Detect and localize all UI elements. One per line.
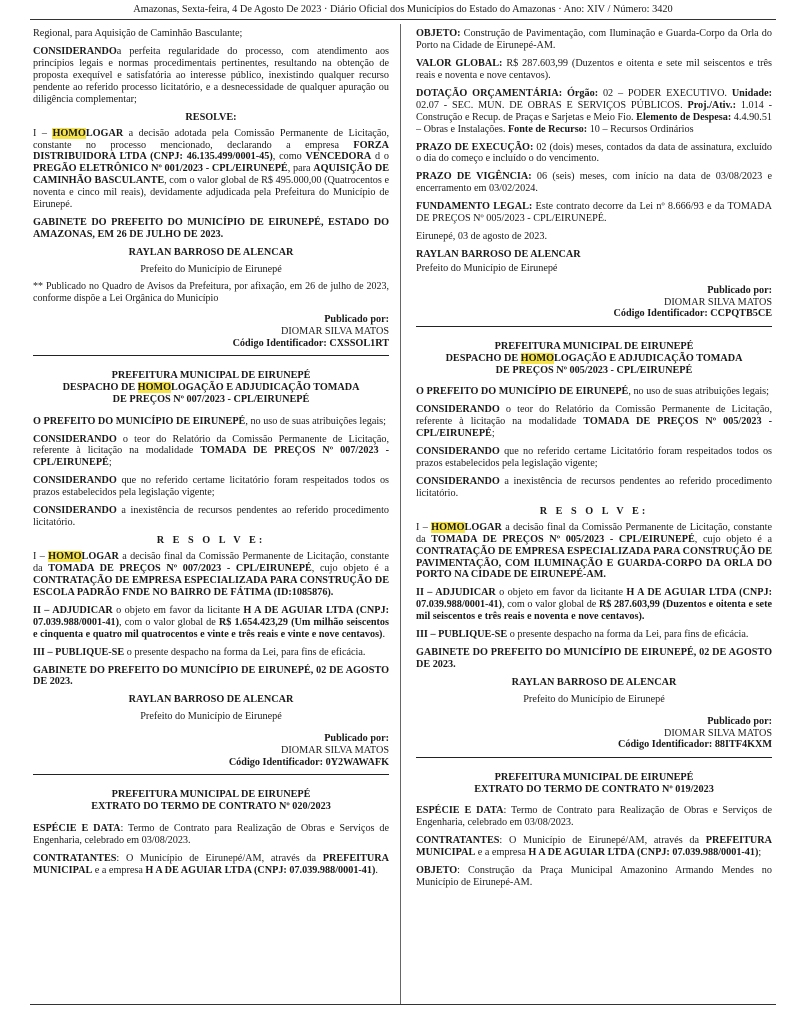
section-title-contrato-020: PREFEITURA MUNICIPAL DE EIRUNEPÉ EXTRATO DO TERMO DE CONTRATO Nº 020/2023	[91, 789, 331, 813]
section-title-tp007: PREFEITURA MUNICIPAL DE EIRUNEPÉ DESPACHO DE HOMOLOGAÇÃO E ADJUDICAÇÃO TOMADA DE PREÇOS Nº 007/2023 - CPL/EIRUNEPÉ	[62, 370, 360, 405]
intro-text: Regional, para Aquisição de Caminhão Basculante;	[33, 28, 243, 39]
page-header: Amazonas, Sexta-feira, 4 De Agosto De 2023 · Diário Oficial dos Municípios do Estado do Amazonas · Ano: XIV / Número: 3420	[30, 4, 776, 20]
prazo-execucao: PRAZO DE EXECUÇÃO: 02 (dois) meses, contados da data de assinatura, excluído o dia do começo e incluído o do vencimento.	[416, 141, 772, 165]
section-divider-r	[416, 326, 772, 327]
gabinete-line: GABINETE DO PREFEITO DO MUNICÍPIO DE EIRUNEPÉ, ESTADO DO AMAZONAS, EM 26 DE JULHO DE 2023.	[33, 217, 389, 241]
objeto-r: OBJETO: Construção da Praça Municipal Amazonino Armando Mendes no Município de Eirunepé-AM.	[416, 865, 772, 889]
prefeito-paragraph-r: O PREFEITO DO MUNICÍPIO DE EIRUNEPÉ, no uso de suas atribuições legais;	[416, 386, 769, 398]
column-divider	[400, 24, 401, 1004]
homologar-paragraph: I – HOMOLOGAR a decisão adotada pela Comissão Permanente de Licitação, constante no processo mencionado, declarando a empresa FORZA DISTRIBUIDORA LTDA (CNPJ: 46.135.499/0001-45), como VENCEDORA d o PREGÃO ELETRÔNICO Nº 001/2023 - CPL/EIRUNEPÉ, para AQUISIÇÃO DE CAMINHÃO BASCULANTE, com o valor global de R$ 495.000,00 (Quatrocentos e noventa e cinco mil reais), devidamente adjudicada pela Prefeitura do Município de Eirunepé.	[33, 127, 389, 211]
signer-role-r2: Prefeito do Município de Eirunepé	[523, 693, 665, 705]
section-title-contrato-019: PREFEITURA MUNICIPAL DE EIRUNEPÉ EXTRATO DO TERMO DE CONTRATO Nº 019/2023	[474, 772, 714, 795]
signer-role-r: Prefeito do Município de Eirunepé	[416, 263, 558, 274]
contratantes-r: CONTRATANTES: O Município de Eirunepé/AM, através da PREFEITURA MUNICIPAL e a empresa H A DE AGUIAR LTDA (CNPJ: 07.039.988/0001-41);	[416, 835, 772, 859]
signer-name-r: RAYLAN BARROSO DE ALENCAR	[416, 249, 581, 261]
gabinete-line-r: GABINETE DO PREFEITO DO MUNICÍPIO DE EIRUNEPÉ, 02 DE AGOSTO DE 2023.	[416, 647, 772, 671]
left-column	[33, 28, 389, 1000]
considerando-3-r: CONSIDERANDO a inexistência de recursos pendentes ao referido procedimento licitatório.	[416, 475, 772, 499]
section-divider	[33, 355, 389, 356]
considerando-1: CONSIDERANDO o teor do Relatório da Comissão Permanente de Licitação, referente à licitação na modalidade TOMADA DE PREÇOS Nº 007/2023 - CPL/EIRUNEPÉ;	[33, 433, 389, 469]
publication-info-2: Publicado por: DIOMAR SILVA MATOS Código Identificador: 0Y2WAWAFK	[228, 733, 389, 768]
bottom-rule	[30, 1004, 776, 1005]
signer-name-2: RAYLAN BARROSO DE ALENCAR	[128, 694, 294, 706]
resolve-heading-2: R E S O L V E:	[156, 535, 266, 547]
considerando-3: CONSIDERANDO a inexistência de recursos pendentes ao referido procedimento licitatório.	[33, 505, 389, 529]
prazo-vigencia: PRAZO DE VIGÊNCIA: 06 (seis) meses, com início na data de 03/08/2023 e encerramento em 03/02/2024.	[416, 171, 772, 195]
considerando-1-r: CONSIDERANDO o teor do Relatório da Comissão Permanente de Licitação, referente à licitação na modalidade TOMADA DE PREÇOS Nº 005/2023 - CPL/EIRUNEPÉ;	[416, 404, 772, 440]
publication-info: Publicado por: DIOMAR SILVA MATOS Código Identificador: CXSSOL1RT	[232, 314, 389, 349]
right-column	[416, 28, 772, 1000]
homologar-r: I – HOMOLOGAR a decisão final da Comissão Permanente de Licitação, constante da TOMADA DE PREÇOS Nº 005/2023 - CPL/EIRUNEPÉ, cujo objeto é a CONTRATAÇÃO DE EMPRESA ESPECIALIZADA PARA CONSTRUÇÃO DE PAVIMENTAÇÃO, COM ILUMINAÇÃO E GUARDA-CORPO DA ORLA DO PORTO NA CIDADE DE EIRUNEPÉ-AM.	[416, 521, 772, 581]
publique-2: III – PUBLIQUE-SE o presente despacho na forma da Lei, para fins de eficácia.	[33, 646, 366, 658]
section-title-tp005: PREFEITURA MUNICIPAL DE EIRUNEPÉ DESPACHO DE HOMOLOGAÇÃO E ADJUDICAÇÃO TOMADA DE PREÇOS Nº 005/2023 - CPL/EIRUNEPÉ	[445, 341, 743, 376]
fundamento-legal: FUNDAMENTO LEGAL: Este contrato decorre da Lei nº 8.666/93 e da TOMADA DE PREÇOS Nº 005/2023 - CPL/EIRUNEPÉ.	[416, 201, 772, 225]
publication-info-r: Publicado por: DIOMAR SILVA MATOS Código Identificador: CCPQTB5CE	[613, 284, 772, 320]
contratantes: CONTRATANTES: O Município de Eirunepé/AM, através da PREFEITURA MUNICIPAL e a empresa H A DE AGUIAR LTDA (CNPJ: 07.039.988/0001-41).	[33, 852, 389, 876]
especie-data-r: ESPÉCIE E DATA: Termo de Contrato para Realização de Obras e Serviços de Engenharia, celebrado em 03/08/2023.	[416, 805, 772, 829]
considerando-2-r: CONSIDERANDO que no referido certame Licitatório foram respeitados todos os prazos estabelecidos pela legislação vigente;	[416, 446, 772, 469]
date-line: Eirunepé, 03 de agosto de 2023.	[416, 231, 547, 243]
signer-role-2: Prefeito do Município de Eirunepé	[140, 711, 282, 723]
adjudicar-2: II – ADJUDICAR o objeto em favor da licitante H A DE AGUIAR LTDA (CNPJ: 07.039.988/0001-41), com o valor global de R$ 1.654.423,29 (Um milhão seiscentos e cinquenta e quatro mil quatrocentos e vinte e três reais e vinte e nove centavos).	[33, 604, 389, 640]
adjudicar-r: II – ADJUDICAR o objeto em favor da licitante H A DE AGUIAR LTDA (CNPJ: 07.039.988/0001-41), com o valor global de R$ 287.603,99 (Duzentos e oitenta e sete mil seiscentos e três reais e noventa e nove centavos).	[416, 587, 772, 623]
signer-name: RAYLAN BARROSO DE ALENCAR	[128, 247, 294, 258]
valor-global: VALOR GLOBAL: R$ 287.603,99 (Duzentos e oitenta e sete mil seiscentos e três reais e noventa e nove centavos).	[416, 57, 772, 81]
gabinete-line-2: GABINETE DO PREFEITO DO MUNICÍPIO DE EIRUNEPÉ, 02 DE AGOSTO DE 2023.	[33, 664, 389, 688]
section-divider-2	[33, 774, 389, 775]
objeto: OBJETO: Construção de Pavimentação, com Iluminação e Guarda-Corpo da Orla do Porto na Cidade de Eirunepé-AM.	[416, 28, 772, 51]
publication-info-r2: Publicado por: DIOMAR SILVA MATOS Código Identificador: 88ITF4KXM	[618, 715, 772, 751]
resolve-heading-r: R E S O L V E:	[539, 505, 649, 517]
section-divider-r2	[416, 757, 772, 758]
signer-name-r2: RAYLAN BARROSO DE ALENCAR	[511, 677, 677, 688]
homologar-2: I – HOMOLOGAR a decisão final da Comissão Permanente de Licitação, constante da TOMADA DE PREÇOS Nº 007/2023 - CPL/EIRUNEPÉ, cujo objeto é a CONTRATAÇÃO DE EMPRESA ESPECIALIZADA PARA CONSTRUÇÃO DE ESCOLA PADRÃO FNDE NO BAIRRO DE FÁTIMA (ID:1085876).	[33, 551, 389, 598]
considerando-2: CONSIDERANDO que no referido certame licitatório foram respeitados todos os prazos estabelecidos pela legislação vigente;	[33, 475, 389, 499]
resolve-heading: RESOLVE:	[185, 111, 237, 123]
especie-data: ESPÉCIE E DATA: Termo de Contrato para Realização de Obras e Serviços de Engenharia, celebrado em 03/08/2023.	[33, 822, 389, 846]
publique-r: III – PUBLIQUE-SE o presente despacho na forma da Lei, para fins de eficácia.	[416, 629, 749, 641]
signer-role: Prefeito do Município de Eirunepé	[140, 263, 282, 275]
prefeito-paragraph: O PREFEITO DO MUNICÍPIO DE EIRUNEPÉ, no uso de suas atribuições legais;	[33, 415, 386, 427]
dotacao-orcamentaria: DOTAÇÃO ORÇAMENTÁRIA: Órgão: 02 – PODER EXECUTIVO. Unidade: 02.07 - SEC. MUN. DE OBRAS E SERVIÇOS PÚBLICOS. Proj./Ativ.: 1.014 - Construção e Recup. de Praças e Sarjetas e Meio Fio. Elemento de Despesa: 4.4.90.51 – Obras e Instalações. Fonte de Recurso: 10 – Recursos Ordinários	[416, 87, 772, 135]
publication-note: ** Publicado no Quadro de Avisos da Prefeitura, por afixação, em 26 de julho de 2023, conforme dispõe a Lei Orgânica do Município	[33, 280, 389, 304]
considerando-paragraph: CONSIDERANDOa perfeita regularidade do processo, com atendimento aos princípios legais e normas procedimentais pertinentes, resultando na obtenção de proposta exequível e satisfatória ao interesse público, inexistindo qualquer recurso pendente ao referido processo licitatório, e a desnecessidade de qualquer apuração ou diligência complementar;	[33, 45, 389, 105]
